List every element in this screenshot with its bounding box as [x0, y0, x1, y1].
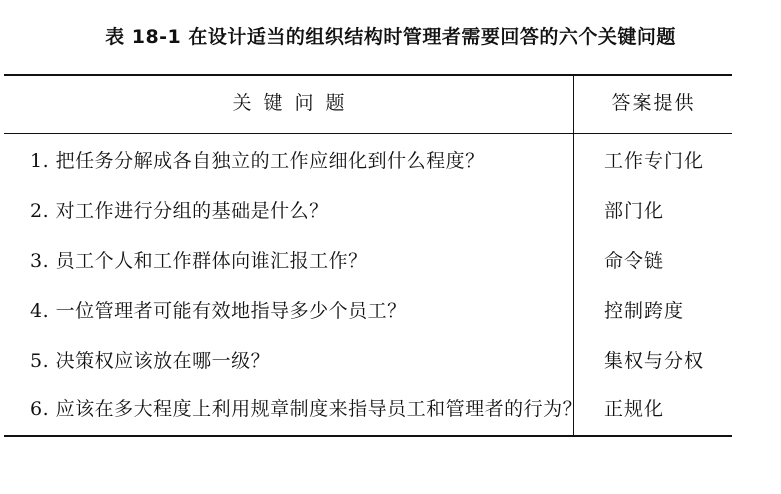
table-row [4, 186, 732, 236]
table-bottom-rule [4, 435, 732, 437]
header-answer-source: 答案提供 [611, 92, 696, 114]
answer-cell: 正规化 [604, 398, 665, 420]
question-cell: 2. 对工作进行分组的基础是什么？ [30, 200, 329, 222]
table-row [4, 236, 732, 286]
answer-cell: 控制跨度 [604, 300, 685, 322]
question-cell: 6. 应该在多大程度上利用规章制度来指导员工和管理者的行为？ [30, 398, 583, 420]
table-header-rule [4, 133, 732, 134]
header-key-questions: 关键问题 [232, 92, 357, 114]
answer-cell: 集权与分权 [604, 350, 705, 372]
answer-cell: 工作专门化 [604, 150, 705, 172]
question-cell: 1. 把任务分解成各自独立的工作应细化到什么程度？ [30, 150, 485, 172]
answer-cell: 部门化 [604, 200, 665, 222]
table-title: 表 18-1 在设计适当的组织结构时管理者需要回答的六个关键问题 [105, 26, 676, 48]
table-row [4, 336, 732, 386]
table-row [4, 384, 732, 434]
question-cell: 4. 一位管理者可能有效地指导多少个员工？ [30, 300, 407, 322]
table-row [4, 286, 732, 336]
question-cell: 5. 决策权应该放在哪一级？ [30, 350, 271, 372]
table-row [4, 136, 732, 186]
answer-cell: 命令链 [604, 250, 665, 272]
question-cell: 3. 员工个人和工作群体向谁汇报工作？ [30, 250, 368, 272]
key-questions-table [4, 74, 732, 438]
